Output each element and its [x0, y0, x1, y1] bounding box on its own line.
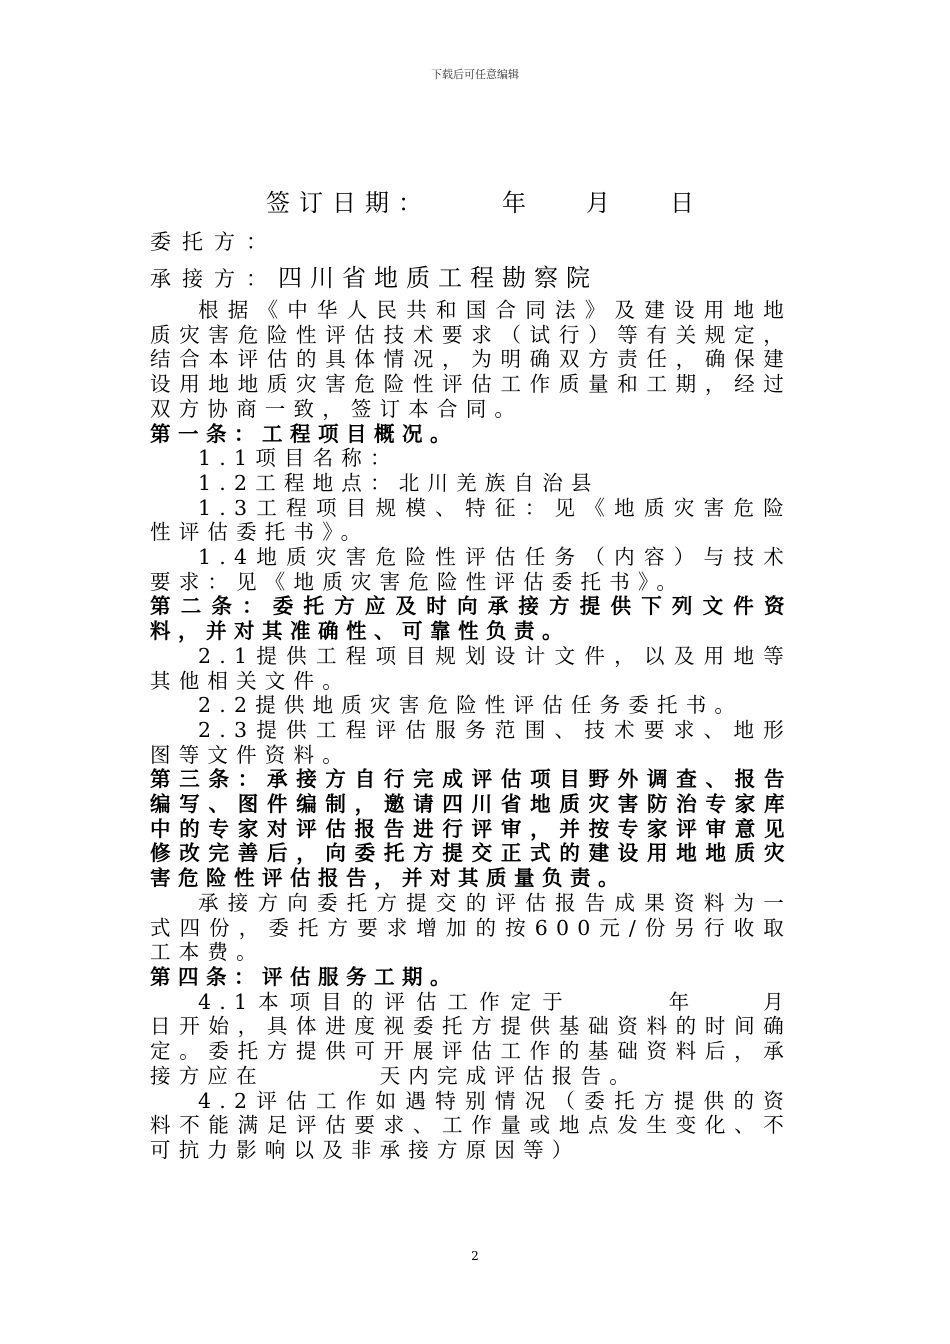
clause-1-2: 1.2工程地点：北川羌族自治县 — [198, 470, 600, 495]
clause-1-4: 1.4地质灾害危险性评估任务（内容）与技术要求：见《地质灾害危险性评估委托书》。 — [150, 545, 792, 594]
clause-4-1: 4.1本项目的评估工作定于 年 月 日开始，具体进度视委托方提供基础资料的时间确定。委托方提供可开展评估工作的基础资料后，承接方应在 天内完成评估报告。 — [150, 989, 850, 1088]
contractor-name: 四川省地质工程勘察院 — [278, 264, 598, 292]
year-label: 年 — [502, 189, 535, 217]
article-2-heading: 第二条：委托方应及时向承接方提供下列文件资料，并对其准确性、可靠性负责。 — [150, 594, 792, 644]
article-3-paragraph: 承接方向委托方提交的评估报告成果资料为一式四份，委托方要求增加的按600元/份另行收取工本费。 — [150, 890, 792, 965]
clause-1-3: 1.3工程项目规模、特征：见《地质灾害危险性评估委托书》。 — [150, 495, 792, 545]
clause-1-1: 1.1项目名称： — [198, 446, 399, 471]
article-3-heading: 第三条：承接方自行完成评估项目野外调查、报告编写、图件编制，邀请四川省地质灾害防治专家库中的专家对评估报告进行评审，并按专家评审意见修改完善后，向委托方提交正式的建设用地地质灾害危险性评估报告，并对其质量负责。 — [150, 767, 792, 891]
signing-date-label: 签订日期： — [266, 189, 431, 217]
month-label: 月 — [586, 189, 619, 217]
contract-body — [150, 298, 850, 1163]
client-label: 委托方： — [150, 230, 278, 254]
clause-2-2: 2.2提供地质灾害危险性评估任务委托书。 — [198, 693, 744, 718]
page-header-note: 下载后可任意编辑 — [431, 68, 519, 81]
day-label: 日 — [670, 189, 703, 217]
article-1-heading: 第一条：工程项目概况。 — [150, 421, 458, 446]
contractor-line — [150, 258, 598, 293]
client-line — [150, 226, 278, 256]
article-4-heading: 第四条：评估服务工期。 — [150, 964, 458, 989]
preamble-paragraph: 根据《中华人民共和国合同法》及建设用地地质灾害危险性评估技术要求（试行）等有关规定，结合本评估的具体情况，为明确双方责任，确保建设用地地质灾害危险性评估工作质量和工期，经过双方协商一致，签订本合同。 — [150, 298, 792, 421]
clause-2-3: 2.3提供工程评估服务范围、技术要求、地形图等文件资料。 — [150, 717, 792, 767]
clause-2-1: 2.1提供工程项目规划设计文件，以及用地等其他相关文件。 — [150, 643, 792, 693]
contractor-label: 承接方： — [150, 267, 278, 291]
clause-4-2: 4.2评估工作如遇特别情况（委托方提供的资料不能满足评估要求、工作量或地点发生变化、不可抗力影响以及非承接方原因等） — [150, 1088, 792, 1162]
page-number: 2 — [471, 1249, 479, 1263]
signing-date-line — [266, 183, 706, 217]
